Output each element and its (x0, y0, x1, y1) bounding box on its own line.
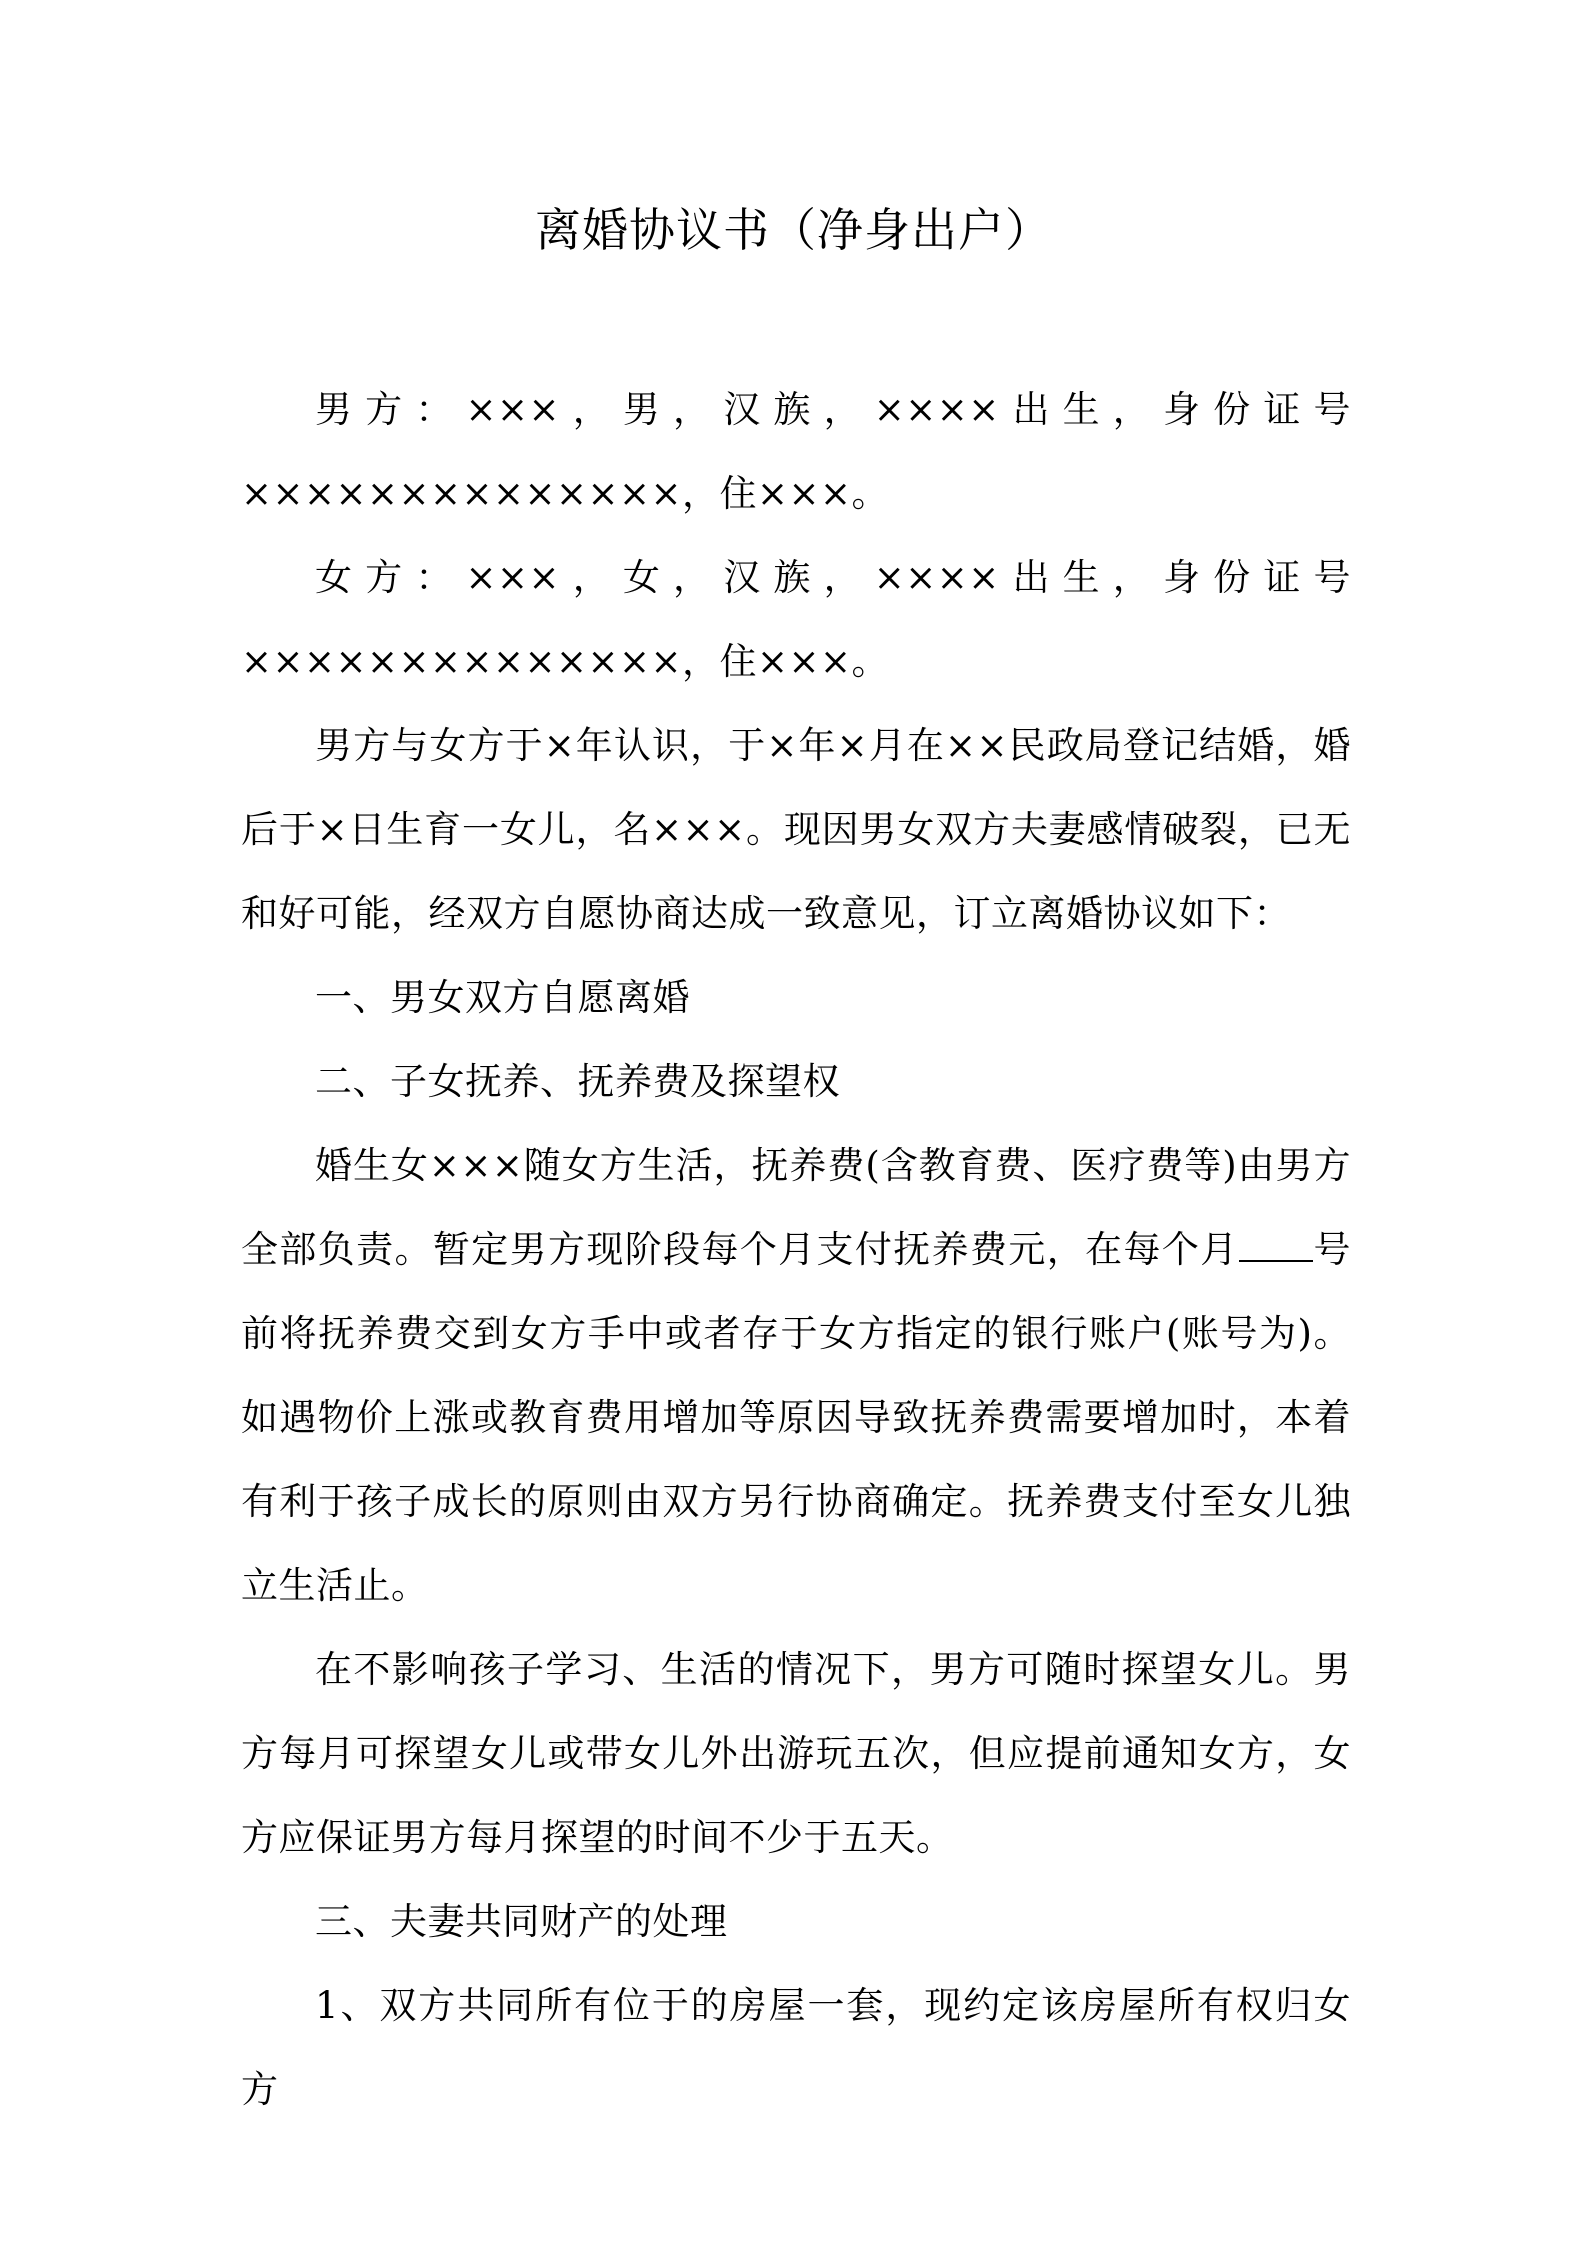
document-title: 离婚协议书（净身出户） (535, 203, 1052, 257)
payment-day-blank (1239, 1230, 1313, 1262)
paragraph-male-party: 男方：×××，男，汉族，××××出生，身份证号××××××××××××××，住×××。 (241, 388, 1351, 515)
paragraph-child-support (241, 1124, 1351, 1628)
paragraph-female-party: 女方：×××，女，汉族，××××出生，身份证号××××××××××××××，住×××。 (241, 556, 1351, 683)
document-body (241, 368, 1351, 2132)
section-heading-divorce: 一、男女双方自愿离婚 (315, 976, 690, 1019)
child-support-text-before-blank: 婚生女×××随女方生活，抚养费(含教育费、医疗费等)由男方全部负责。暂定男方现阶段每个月支付抚养费元，在每个月 (241, 1144, 1351, 1271)
section-heading-child-support: 二、子女抚养、抚养费及探望权 (315, 1060, 840, 1103)
paragraph-visitation: 在不影响孩子学习、生活的情况下，男方可随时探望女儿。男方每月可探望女儿或带女儿外出游玩五次，但应提前通知女方，女方应保证男方每月探望的时间不少于五天。 (241, 1648, 1351, 1859)
child-support-text-after-blank: 号前将抚养费交到女方手中或者存于女方指定的银行账户(账号为)。如遇物价上涨或教育费用增加等原因导致抚养费需要增加时，本着有利于孩子成长的原则由双方另行协商确定。抚养费支付至女儿独立生活止。 (241, 1228, 1352, 1607)
paragraph-background: 男方与女方于×年认识，于×年×月在××民政局登记结婚，婚后于×日生育一女儿，名×××。现因男女双方夫妻感情破裂，已无和好可能，经双方自愿协商达成一致意见，订立离婚协议如下： (241, 724, 1351, 935)
section-heading-property: 三、夫妻共同财产的处理 (315, 1900, 728, 1943)
paragraph-property-house: 1、双方共同所有位于的房屋一套，现约定该房屋所有权归女方 (241, 1984, 1351, 2111)
